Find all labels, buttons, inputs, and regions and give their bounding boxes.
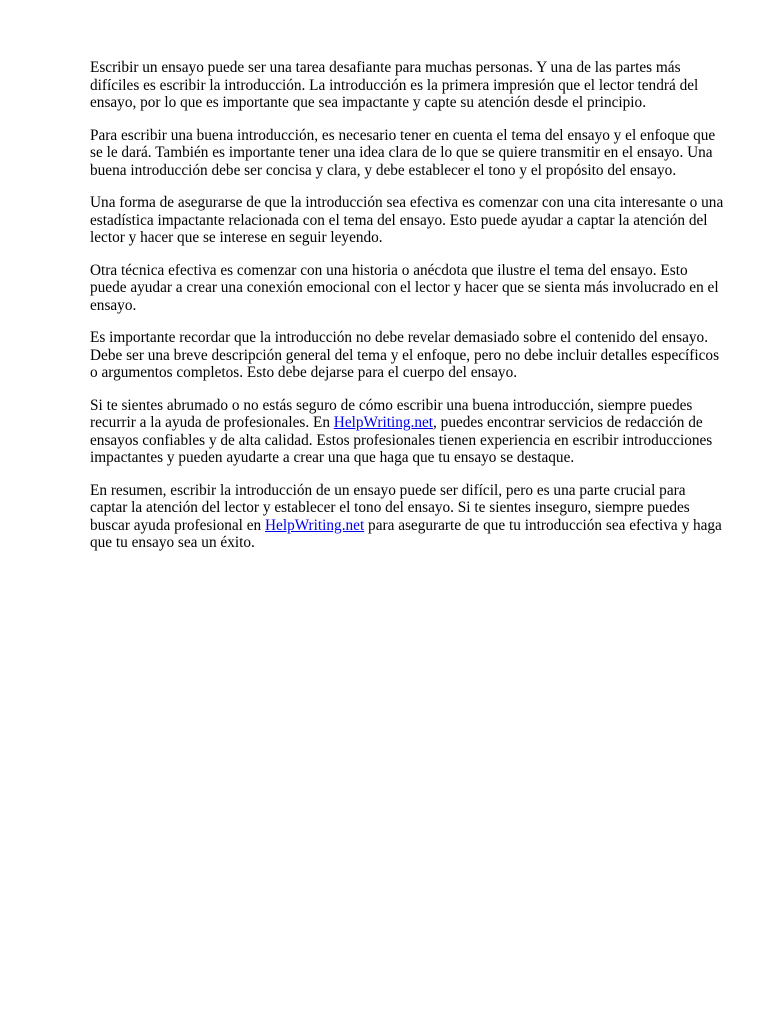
helpwriting-link[interactable]: HelpWriting.net	[265, 516, 365, 534]
paragraph-6	[90, 397, 724, 467]
paragraph-7-text-after: para asegurarte de que tu introducción sea efectiva y haga que tu ensayo sea un éxito.	[90, 516, 722, 551]
paragraph-7	[90, 482, 724, 552]
paragraph-5: Es importante recordar que la introducción no debe revelar demasiado sobre el contenido del ensayo. Debe ser una breve descripción general del tema y el enfoque, pero no debe incluir detalles específicos o argumentos completos. Esto debe dejarse para el cuerpo del ensayo.	[90, 329, 720, 381]
paragraph-7-text-before: En resumen, escribir la introducción de un ensayo puede ser difícil, pero es una parte crucial para captar la atención del lector y establecer el tono del ensayo. Si te sientes inseguro, siempre puedes buscar ayuda profesional en	[90, 481, 690, 534]
paragraph-6-text-after: , puedes encontrar servicios de redacción de ensayos confiables y de alta calidad. Estos profesionales tienen experiencia en escribir introducciones impactantes y pueden ayudarte a crear una que haga que tu ensayo se destaque.	[90, 414, 713, 466]
helpwriting-link[interactable]: HelpWriting.net	[333, 414, 434, 431]
paragraph-6-text-before: Si te sientes abrumado o no estás seguro de cómo escribir una buena introducción, siempre puedes recurrir a la ayuda de profesionales. En	[90, 396, 693, 431]
document-page	[90, 59, 724, 567]
paragraph-1: Escribir un ensayo puede ser una tarea desafiante para muchas personas. Y una de las partes más difíciles es escribir la introducción. La introducción es la primera impresión que el lector tendrá del ensayo, por lo que es importante que sea impactante y capte su atención desde el principio.	[90, 59, 699, 111]
paragraph-2: Para escribir una buena introducción, es necesario tener en cuenta el tema del ensayo y el enfoque que se le dará. También es importante tener una idea clara de lo que se quiere transmitir en el ensayo. Una buena introducción debe ser concisa y clara, y debe establecer el tono y el propósito del ensayo.	[90, 126, 716, 179]
paragraph-4: Otra técnica efectiva es comenzar con una historia o anécdota que ilustre el tema del ensayo. Esto puede ayudar a crear una conexión emocional con el lector y hacer que se sienta más involucrado en el ensayo.	[90, 261, 719, 314]
paragraph-3: Una forma de asegurarse de que la introducción sea efectiva es comenzar con una cita interesante o una estadística impactante relacionada con el tema del ensayo. Esto puede ayudar a captar la atención del lector y hacer que se interese en seguir leyendo.	[90, 194, 724, 246]
